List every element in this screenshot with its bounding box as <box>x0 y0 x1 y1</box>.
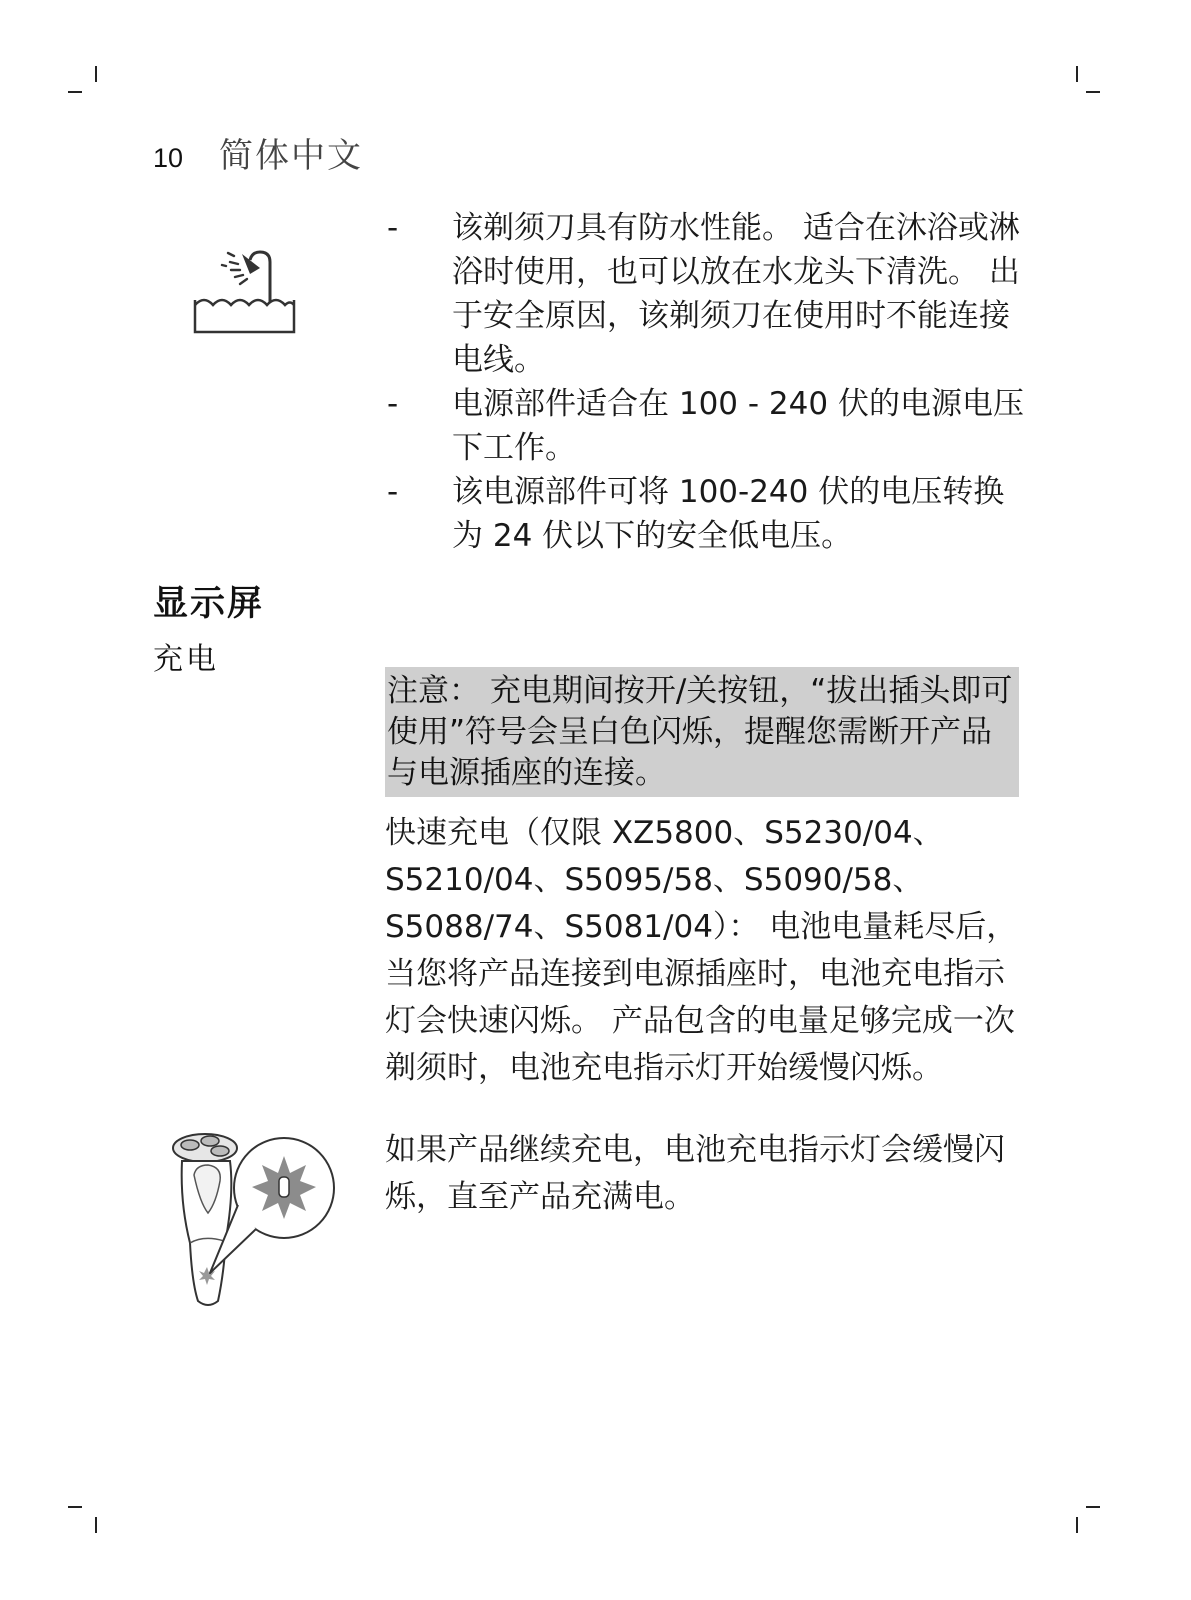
crop-mark <box>1086 1506 1100 1508</box>
paragraph-continue-charge: 如果产品继续充电，电池充电指示灯会缓慢闪烁，直至产品充满电。 <box>385 1132 1005 1215</box>
crop-mark <box>68 1506 82 1508</box>
feature-list <box>387 206 1027 558</box>
note-box: 注意： 充电期间按开/关按钮，“拔出插头即可使用”符号会呈白色闪烁，提醒您需断开产品与电源插座的连接。 <box>385 667 1019 797</box>
crop-mark <box>1086 91 1100 93</box>
list-item-text: 电源部件适合在 100 - 240 伏的电源电压下工作。 <box>452 386 1024 466</box>
page-header <box>153 128 364 176</box>
shower-bath-icon <box>190 240 300 340</box>
list-item-text: 该电源部件可将 100-240 伏的电压转换为 24 伏以下的安全低电压。 <box>452 474 1005 554</box>
crop-mark <box>1076 1517 1078 1533</box>
page-language: 简体中文 <box>219 136 364 176</box>
crop-mark <box>95 66 97 82</box>
list-item: - 该剃须刀具有防水性能。 适合在沐浴或淋浴时使用，也可以放在水龙头下清洗。 出于安全原因，该剃须刀在使用时不能连接电线。 <box>387 210 1020 378</box>
page-number: 10 <box>153 143 184 173</box>
section-heading: 显示屏 <box>153 584 265 624</box>
list-item-text: 该剃须刀具有防水性能。 适合在沐浴或淋浴时使用，也可以放在水龙头下清洗。 出于安全原因，该剃须刀在使用时不能连接电线。 <box>452 210 1020 378</box>
list-item: - 该电源部件可将 100-240 伏的电压转换为 24 伏以下的安全低电压。 <box>387 474 1005 554</box>
crop-mark <box>1076 66 1078 82</box>
paragraph-quick-charge: 快速充电（仅限 XZ5800、S5230/04、S5210/04、S5095/58、S5090/58、S5088/74、S5081/04）： 电池电量耗尽后，当您将产品连接到电源插座时，电池充电指示灯会快速闪烁。 产品包含的电量足够完成一次剃须时，电池充电指示灯开始缓慢闪烁。 <box>385 815 1018 1086</box>
crop-mark <box>95 1517 97 1533</box>
list-item: - 电源部件适合在 100 - 240 伏的电源电压下工作。 <box>387 386 1024 466</box>
shaver-charging-icon <box>160 1123 340 1313</box>
section-subheading: 充电 <box>153 642 219 677</box>
crop-mark <box>68 91 82 93</box>
